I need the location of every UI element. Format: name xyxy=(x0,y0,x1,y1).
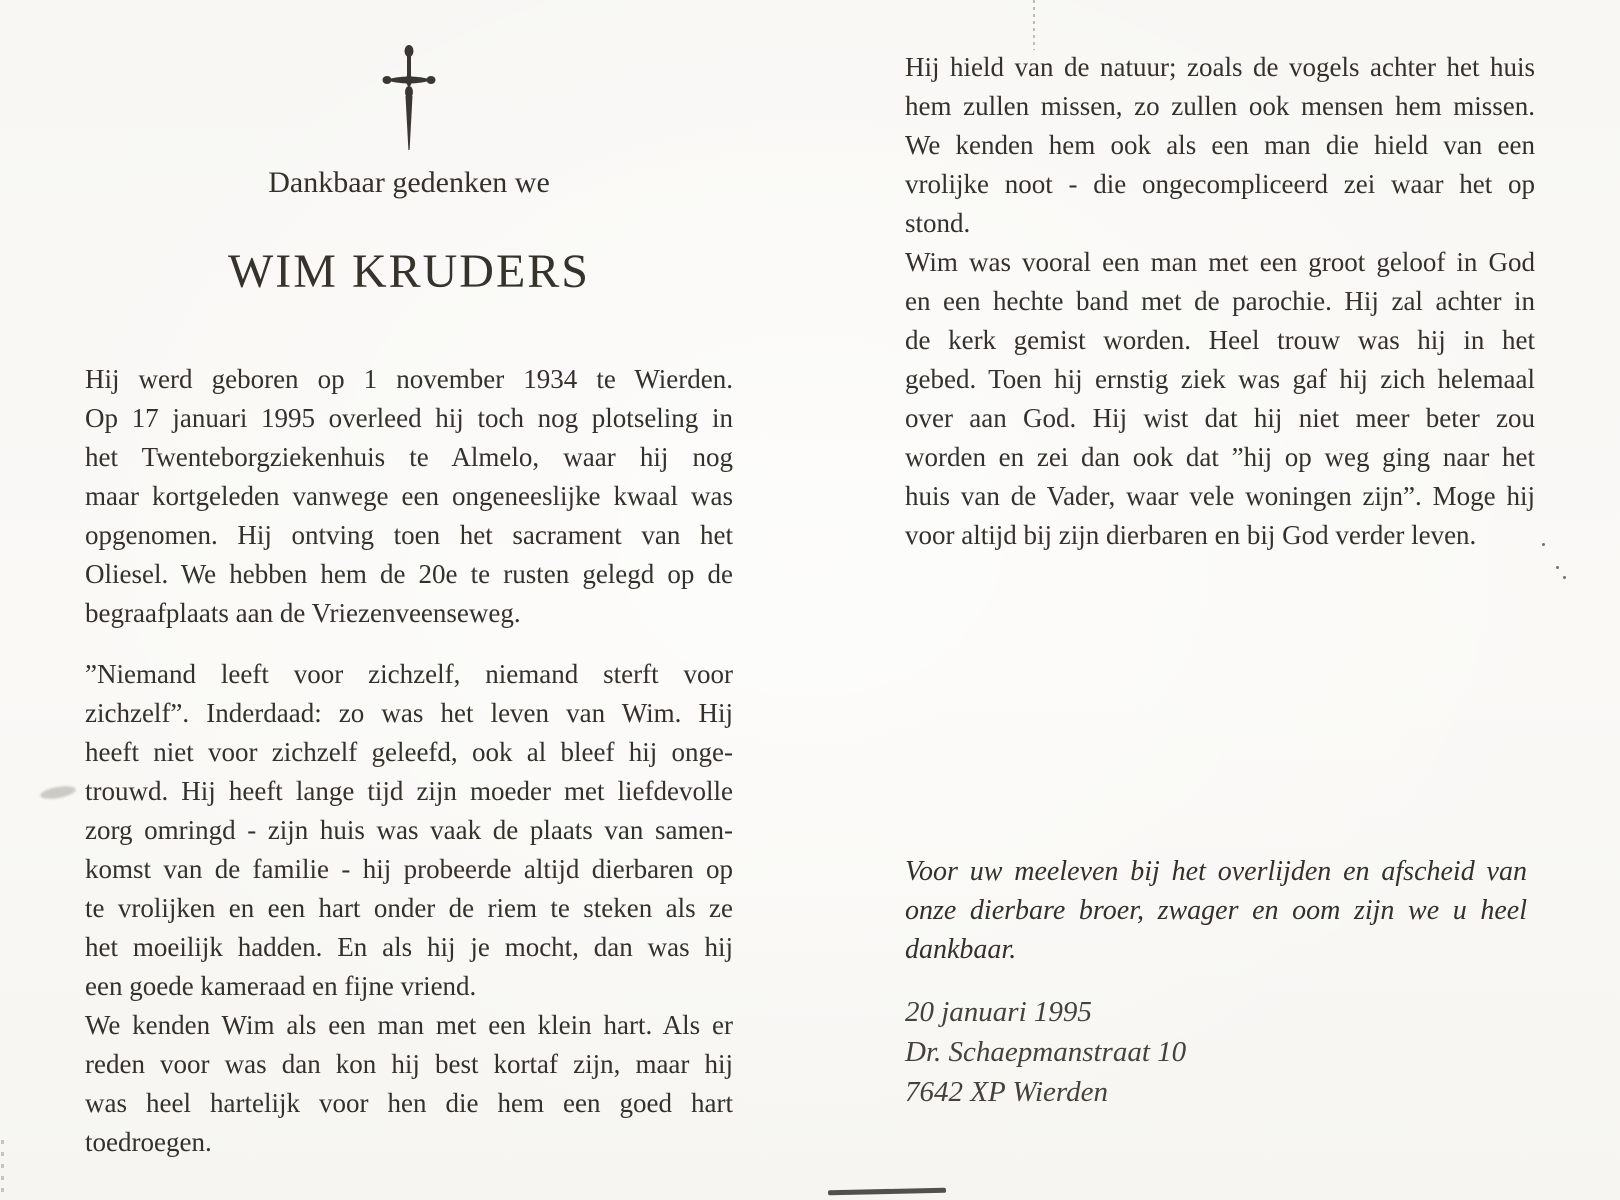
paragraph-character xyxy=(85,1006,733,1162)
text-line: voor altijd bij zijn dierbaren en bij God verder leven. xyxy=(905,520,1477,550)
text-line: Oliesel. We hebben hem de 20e te rusten gelegd op de xyxy=(85,559,733,589)
dedication-line: Dankbaar gedenken we xyxy=(268,166,550,199)
text-line: en een hechte band met de parochie. Hij zal achter in xyxy=(905,286,1535,316)
text-line: zorg omringd - zijn huis was vaak de plaats van samen- xyxy=(85,815,733,845)
scan-edge-marks xyxy=(1,1140,4,1195)
text-line: Voor uw meeleven bij het overlijden en afscheid van xyxy=(905,856,1527,887)
cross-ornament xyxy=(85,44,733,156)
text-line: de kerk gemist worden. Heel trouw was hij in het xyxy=(905,325,1535,355)
text-line: een goede kameraad en fijne vriend. xyxy=(85,971,477,1001)
text-line: We kenden hem ook als een man die hield van een xyxy=(905,130,1535,160)
text-line: onze dierbare broer, zwager en oom zijn we u heel xyxy=(905,895,1527,926)
text-line: huis van de Vader, waar vele woningen zijn”. Moge hij xyxy=(905,481,1535,511)
deceased-name: WIM KRUDERS xyxy=(227,245,590,298)
text-line: over aan God. Hij wist dat hij niet meer beter zou xyxy=(905,403,1535,433)
text-line: te vrolijken en een hart onder de riem te steken als ze xyxy=(85,893,733,923)
text-line: begraafplaats aan de Vriezenveenseweg. xyxy=(85,598,521,628)
text-line: stond. xyxy=(905,208,971,238)
text-line: Hij werd geboren op 1 november 1934 te Wierden. xyxy=(85,364,733,394)
date-line: 20 januari 1995 xyxy=(905,996,1092,1028)
text-line: het moeilijk hadden. En als hij je mocht, dan was hij xyxy=(85,932,733,962)
text-line: reden voor was dan kon hij best kortaf zijn, maar hij xyxy=(85,1049,733,1079)
address-street: Dr. Schaepmanstraat 10 xyxy=(905,1036,1187,1068)
address-postal-city: 7642 XP Wierden xyxy=(905,1076,1108,1108)
text-line: opgenomen. Hij ontving toen het sacrament van het xyxy=(85,520,733,550)
text-line: Wim was vooral een man met een groot geloof in God xyxy=(905,247,1535,277)
text-line: vrolijke noot - die ongecompliceerd zei waar het op xyxy=(905,169,1535,199)
memorial-card-right-page xyxy=(905,40,1535,1190)
text-line: ”Niemand leeft voor zichzelf, niemand sterft voor xyxy=(85,659,733,689)
text-line: dankbaar. xyxy=(905,934,1017,965)
text-line: het Twenteborgziekenhuis te Almelo, waar hij nog xyxy=(85,442,733,472)
footer-block xyxy=(905,992,1186,1112)
scan-smudge xyxy=(39,784,76,801)
paragraph-nature xyxy=(905,48,1535,243)
text-line: worden en zei dan ook dat ”hij op weg ging naar het xyxy=(905,442,1535,472)
text-line: zichzelf”. Inderdaad: zo was het leven van Wim. Hij xyxy=(85,698,733,728)
text-line: was heel hartelijk voor hen die hem een goed hart xyxy=(85,1088,733,1118)
text-line: komst van de familie - hij probeerde altijd dierbaren op xyxy=(85,854,733,884)
paragraph-faith xyxy=(905,243,1535,555)
latin-cross-icon xyxy=(382,44,436,156)
text-line: Hij hield van de natuur; zoals de vogels achter het huis xyxy=(905,52,1535,82)
scan-speck xyxy=(1556,566,1559,569)
paragraph-birth-death xyxy=(85,360,733,633)
scan-speck xyxy=(1542,543,1545,546)
text-line: toedroegen. xyxy=(85,1127,212,1157)
text-line: maar kortgeleden vanwege een ongeneeslijke kwaal was xyxy=(85,481,733,511)
text-line: We kenden Wim als een man met een klein hart. Als er xyxy=(85,1010,733,1040)
text-line: Op 17 januari 1995 overleed hij toch nog plotseling in xyxy=(85,403,733,433)
text-line: hem zullen missen, zo zullen ook mensen hem missen. xyxy=(905,91,1535,121)
text-line: gebed. Toen hij ernstig ziek was gaf hij zich helemaal xyxy=(905,364,1535,394)
text-line: trouwd. Hij heeft lange tijd zijn moeder met liefdevolle xyxy=(85,776,733,806)
paragraph-life xyxy=(85,655,733,1006)
memorial-card-left-page xyxy=(85,40,733,1162)
scan-speck xyxy=(1563,576,1566,579)
text-line: heeft niet voor zichzelf geleefd, ook al bleef hij onge- xyxy=(85,737,733,767)
acknowledgement-text xyxy=(905,852,1527,969)
